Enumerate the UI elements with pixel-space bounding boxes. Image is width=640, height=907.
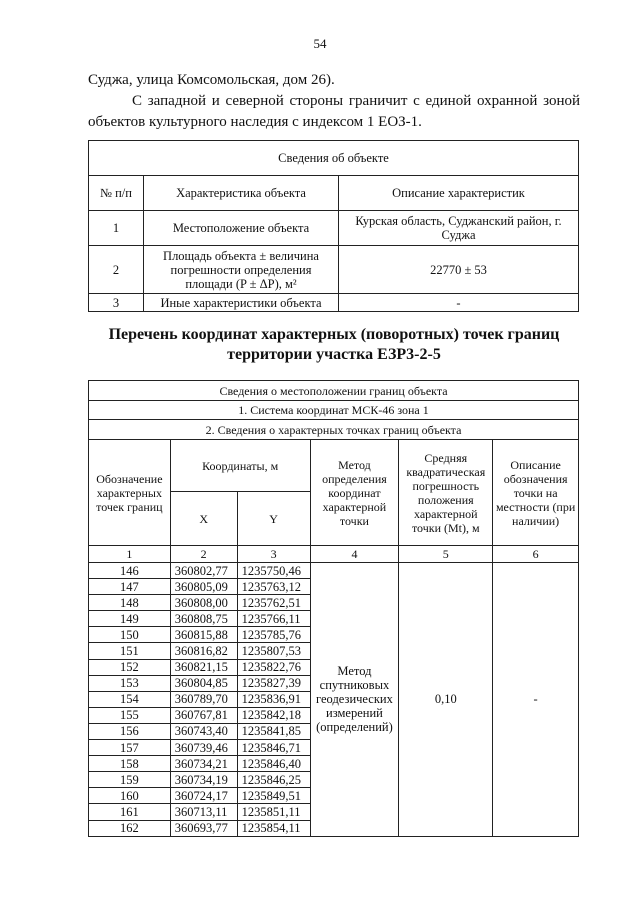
coord-x: 360713,11 [170, 804, 237, 820]
point-number: 157 [89, 740, 171, 756]
column-number: 3 [237, 546, 310, 563]
coord-x: 360734,19 [170, 772, 237, 788]
point-number: 153 [89, 675, 171, 691]
table-cell: Местоположение объекта [144, 211, 339, 246]
coord-y: 1235766,11 [237, 611, 310, 627]
point-number: 160 [89, 788, 171, 804]
point-number: 154 [89, 691, 171, 707]
column-header: Характеристика объекта [144, 176, 339, 211]
point-number: 151 [89, 643, 171, 659]
table-caption: Сведения об объекте [89, 141, 579, 176]
point-number: 152 [89, 659, 171, 675]
point-number: 147 [89, 579, 171, 595]
coord-x: 360808,00 [170, 595, 237, 611]
coord-y: 1235842,18 [237, 707, 310, 723]
point-number: 155 [89, 707, 171, 723]
coord-y: 1235750,46 [237, 563, 310, 579]
description-cell: - [493, 563, 579, 837]
section-title: Перечень координат характерных (поворотных) точек границ территории участка ЕЗР3-2-5 [108, 326, 560, 363]
table-cell: Площадь объекта ± величина погрешности определения площади (P ± ΔP), м² [144, 246, 339, 294]
coord-y: 1235854,11 [237, 820, 310, 836]
coord-x: 360734,21 [170, 756, 237, 772]
table-caption: 1. Система координат МСК-46 зона 1 [89, 401, 579, 420]
point-number: 146 [89, 563, 171, 579]
column-header: № п/п [89, 176, 144, 211]
coord-y: 1235836,91 [237, 691, 310, 707]
table-caption: 2. Сведения о характерных точках границ объекта [89, 420, 579, 440]
coord-y: 1235762,51 [237, 595, 310, 611]
column-number: 1 [89, 546, 171, 563]
paragraph: С западной и северной стороны граничит с единой охранной зоной объектов культурного наследия с индексом 1 ЕОЗ-1. [88, 93, 580, 130]
coord-y: 1235763,12 [237, 579, 310, 595]
object-info-table [88, 140, 579, 312]
point-number: 159 [89, 772, 171, 788]
coord-y: 1235846,25 [237, 772, 310, 788]
point-number: 148 [89, 595, 171, 611]
coordinates-table [88, 380, 579, 837]
coord-x: 360789,70 [170, 691, 237, 707]
column-header: Обозначение характерных точек границ [89, 440, 171, 546]
column-header: X [170, 492, 237, 546]
point-number: 156 [89, 723, 171, 739]
error-cell: 0,10 [399, 563, 493, 837]
table-cell: Иные характеристики объекта [144, 294, 339, 312]
coord-y: 1235846,71 [237, 740, 310, 756]
coord-x: 360693,77 [170, 820, 237, 836]
coord-x: 360743,40 [170, 723, 237, 739]
point-number: 150 [89, 627, 171, 643]
column-header: Описание обозначения точки на местности (при наличии) [493, 440, 579, 546]
coord-x: 360739,46 [170, 740, 237, 756]
coord-y: 1235849,51 [237, 788, 310, 804]
coord-x: 360724,17 [170, 788, 237, 804]
coord-x: 360802,77 [170, 563, 237, 579]
coord-x: 360808,75 [170, 611, 237, 627]
coord-x: 360805,09 [170, 579, 237, 595]
method-cell: Метод спутниковых геодезических измерений (определений) [310, 563, 399, 837]
coord-y: 1235851,11 [237, 804, 310, 820]
coord-x: 360767,81 [170, 707, 237, 723]
coord-x: 360821,15 [170, 659, 237, 675]
table-cell: 3 [89, 294, 144, 312]
point-number: 158 [89, 756, 171, 772]
coord-y: 1235785,76 [237, 627, 310, 643]
column-number: 4 [310, 546, 399, 563]
coord-y: 1235841,85 [237, 723, 310, 739]
paragraph: Суджа, улица Комсомольская, дом 26). [88, 72, 335, 88]
table-cell: 2 [89, 246, 144, 294]
table-cell: 1 [89, 211, 144, 246]
coord-x: 360815,88 [170, 627, 237, 643]
table-caption: Сведения о местоположении границ объекта [89, 381, 579, 401]
coord-x: 360804,85 [170, 675, 237, 691]
table-cell: Курская область, Суджанский район, г. Суджа [339, 211, 579, 246]
table-row [89, 563, 579, 579]
point-number: 161 [89, 804, 171, 820]
column-number: 2 [170, 546, 237, 563]
page-number: 54 [313, 36, 327, 51]
column-header: Средняя квадратическая погрешность положения характерной точки (Mt), м [399, 440, 493, 546]
column-number: 6 [493, 546, 579, 563]
column-header: Y [237, 492, 310, 546]
column-header: Метод определения координат характерной точки [310, 440, 399, 546]
point-number: 149 [89, 611, 171, 627]
coord-y: 1235827,39 [237, 675, 310, 691]
column-header: Координаты, м [170, 440, 310, 492]
coord-y: 1235822,76 [237, 659, 310, 675]
column-header: Описание характеристик [339, 176, 579, 211]
coord-y: 1235807,53 [237, 643, 310, 659]
column-number: 5 [399, 546, 493, 563]
point-number: 162 [89, 820, 171, 836]
coord-y: 1235846,40 [237, 756, 310, 772]
table-cell: 22770 ± 53 [339, 246, 579, 294]
coord-x: 360816,82 [170, 643, 237, 659]
table-cell: - [339, 294, 579, 312]
